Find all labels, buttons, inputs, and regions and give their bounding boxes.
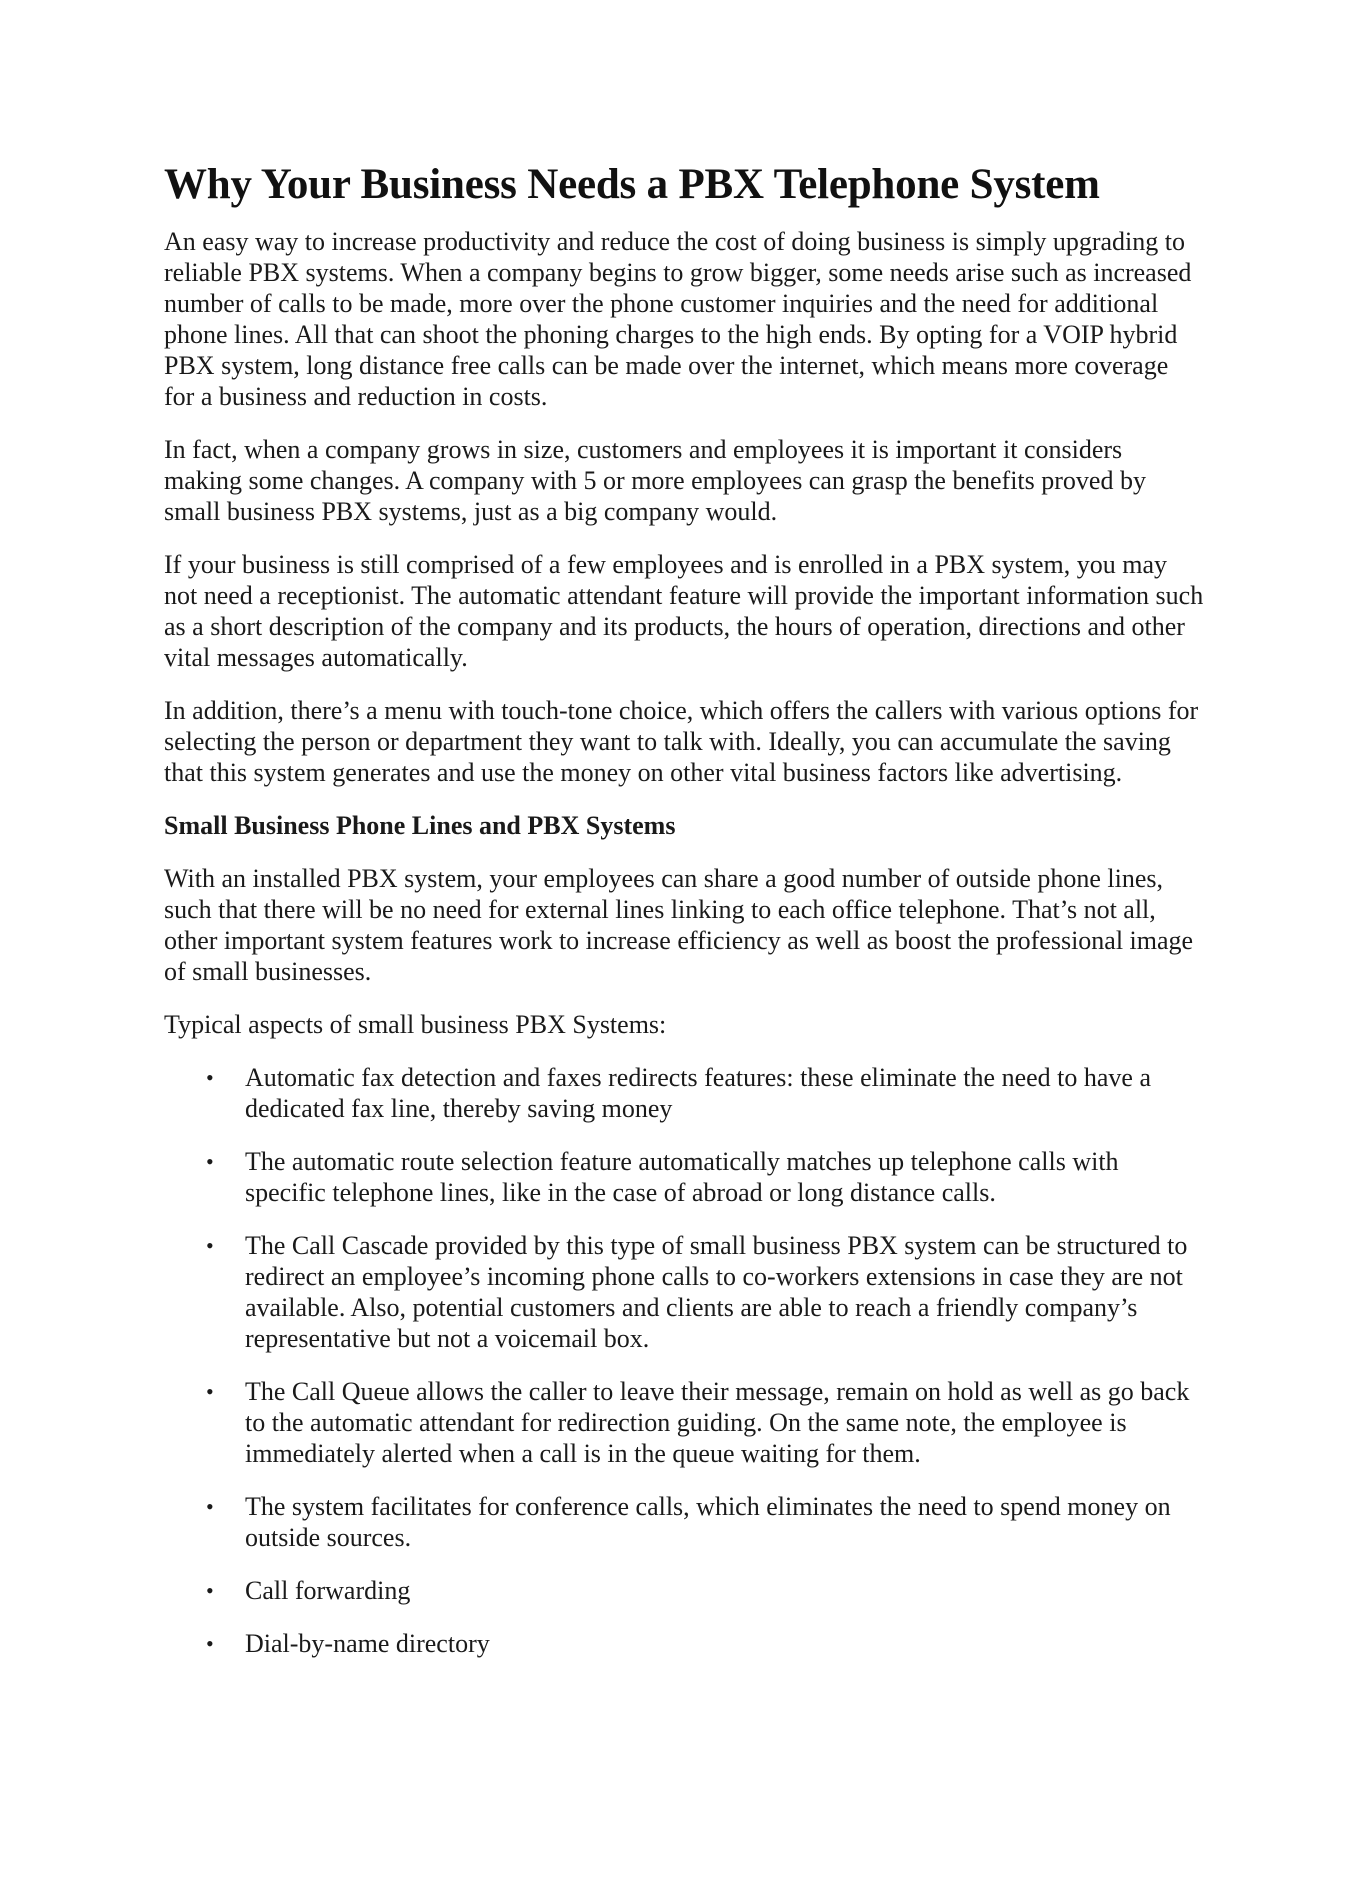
list-item-text: Call forwarding	[245, 1575, 411, 1605]
list-item	[164, 1376, 1204, 1469]
list-item-text: The Call Queue allows the caller to leave their message, remain on hold as well as go back to the automatic attendant for redirection guiding. On the same note, the employee is immediately alerted when a call is in the queue waiting for them.	[245, 1376, 1190, 1468]
section-paragraph: With an installed PBX system, your employees can share a good number of outside phone lines, such that there will be no need for external lines linking to each office telephone. That’s not all, other important system features work to increase efficiency as well as boost the professional image of small businesses.	[164, 863, 1194, 986]
list-item-text: The system facilitates for conference calls, which eliminates the need to spend money on outside sources.	[245, 1491, 1171, 1552]
document-page	[164, 158, 1204, 1681]
list-intro-paragraph: Typical aspects of small business PBX Systems:	[164, 1009, 667, 1039]
bullet-icon: •	[206, 1577, 214, 1603]
bullet-icon: •	[206, 1148, 214, 1174]
list-item	[164, 1575, 1204, 1606]
list-item-text: Dial-by-name directory	[245, 1628, 490, 1658]
list-item	[164, 1062, 1204, 1124]
bullet-icon: •	[206, 1378, 214, 1404]
bullet-icon: •	[206, 1232, 214, 1258]
intro-paragraph: An easy way to increase productivity and reduce the cost of doing business is simply upgrading to reliable PBX systems. When a company begins to grow bigger, some needs arise such as increased number of calls to be made, more over the phone customer inquiries and the need for additional phone lines. All that can shoot the phoning charges to the high ends. By opting for a VOIP hybrid PBX system, long distance free calls can be made over the internet, which means more coverage for a business and reduction in costs.	[164, 226, 1192, 411]
menu-paragraph: In addition, there’s a menu with touch-tone choice, which offers the callers with various options for selecting the person or department they want to talk with. Ideally, you can accumulate the saving that this system generates and use the money on other vital business factors like advertising.	[164, 695, 1199, 787]
list-item	[164, 1628, 1204, 1659]
list-item	[164, 1146, 1204, 1208]
document-title: Why Your Business Needs a PBX Telephone System	[164, 161, 1100, 208]
features-list	[164, 1062, 1204, 1659]
list-item	[164, 1491, 1204, 1553]
receptionist-paragraph: If your business is still comprised of a few employees and is enrolled in a PBX system, you may not need a receptionist. The automatic attendant feature will provide the important information such as a short description of the company and its products, the hours of operation, directions and other vital messages automatically.	[164, 549, 1204, 672]
list-item	[164, 1230, 1204, 1354]
list-item-text: The automatic route selection feature automatically matches up telephone calls with specific telephone lines, like in the case of abroad or long distance calls.	[245, 1146, 1119, 1207]
list-item-text: Automatic fax detection and faxes redirects features: these eliminate the need to have a dedicated fax line, thereby saving money	[245, 1062, 1151, 1123]
bullet-icon: •	[206, 1064, 214, 1090]
list-item-text: The Call Cascade provided by this type of small business PBX system can be structured to redirect an employee’s incoming phone calls to co-workers extensions in case they are not available. Also, potential customers and clients are able to reach a friendly company’s representative but not a voicemail box.	[245, 1230, 1188, 1353]
bullet-icon: •	[206, 1630, 214, 1656]
section-heading: Small Business Phone Lines and PBX Systems	[164, 810, 676, 840]
growth-paragraph: In fact, when a company grows in size, customers and employees it is important it considers making some changes. A company with 5 or more employees can grasp the benefits proved by small business PBX systems, just as a big company would.	[164, 434, 1146, 526]
bullet-icon: •	[206, 1493, 214, 1519]
